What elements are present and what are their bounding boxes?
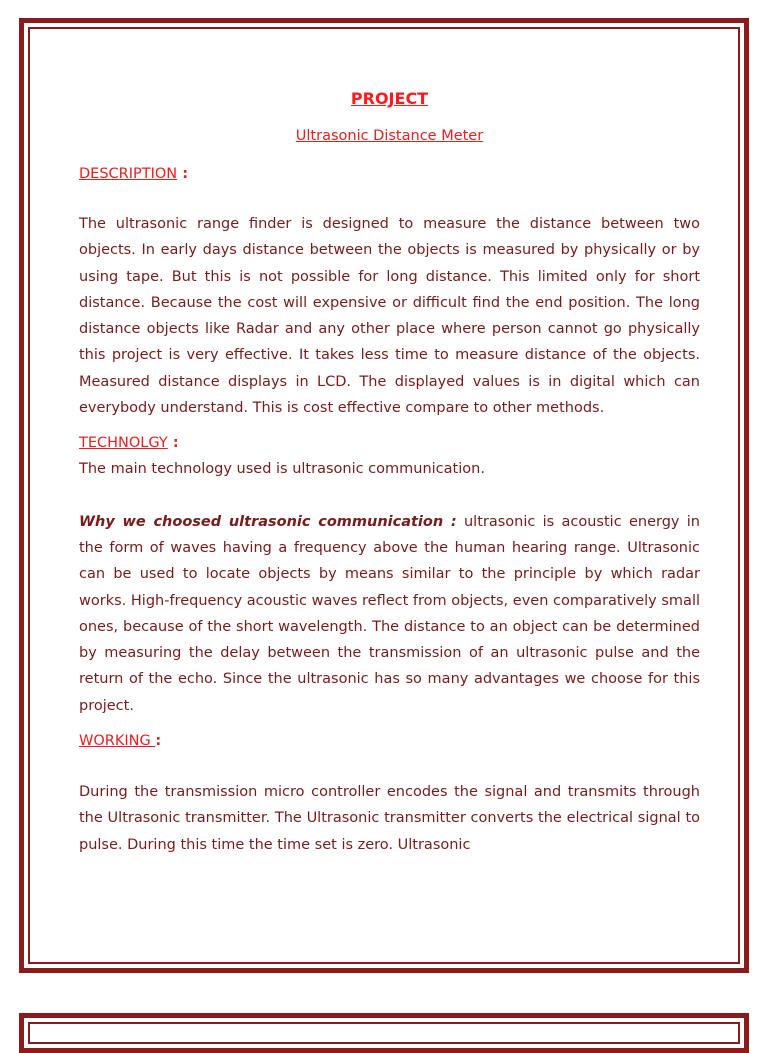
document-subtitle: Ultrasonic Distance Meter [295,128,484,144]
document-title: PROJECT [350,89,429,108]
working-heading [79,730,700,752]
why-lead: Why we choosed ultrasonic communication : [79,513,457,530]
working-heading-colon: : [155,733,162,750]
why-paragraph [79,509,700,719]
technology-heading-colon: : [167,435,179,452]
next-page-border [19,1013,749,1053]
working-heading-text: WORKING [79,733,156,750]
document-content [79,88,700,858]
description-heading-text: DESCRIPTION [79,166,178,182]
technology-heading [79,432,700,454]
next-page-border-inner [28,1022,740,1044]
technology-heading-text: TECHNOLGY [79,435,168,452]
technology-paragraph: The main technology used is ultrasonic communication. [79,461,485,478]
description-heading [79,163,700,185]
working-paragraph: During the transmission micro controller encodes the signal and transmits through the Ultrasonic transmitter. The Ultrasonic transmitter converts the electrical signal to pulse. During this time the time set is zero. Ultrasonic [79,784,700,853]
description-paragraph: The ultrasonic range finder is designed to measure the distance between two objects. In early days distance between the objects is measured by physically or by using tape. But this is not possible for long distance. This limited only for short distance. Because the cost will expensive or difficult find the end position. The long distance objects like Radar and any other place where person cannot go physically this project is very effective. It takes less time to measure distance of the objects. Measured distance displays in LCD. The displayed values is in digital which can everybody understand. This is cost effective compare to other methods. [79,216,700,417]
why-text: ultrasonic is acoustic energy in the form of waves having a frequency above the human hearing range. Ultrasonic can be used to locate objects by means similar to the principle by which radar works. High-frequency acoustic waves reflect from objects, even comparatively small ones, because of the short wavelength. The distance to an object can be determined by measuring the delay between the transmission of an ultrasonic pulse and the return of the echo. Since the ultrasonic has so many advantages we choose for this project. [79,513,700,714]
description-heading-colon: : [177,166,189,182]
